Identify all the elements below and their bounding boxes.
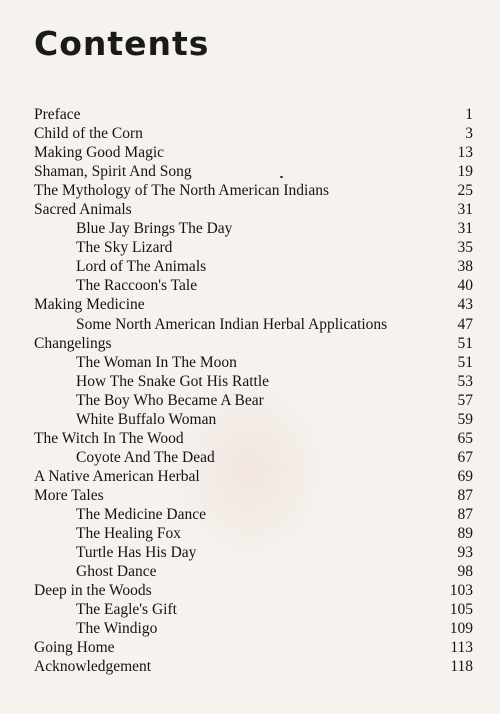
- toc-page-number: 35: [457, 239, 473, 257]
- toc-entry-title: Preface: [34, 106, 81, 123]
- toc-subentry: [0, 238, 500, 257]
- toc-subentry: [0, 410, 500, 429]
- toc-entry-title: The Medicine Dance: [76, 505, 206, 523]
- toc-subentry: [0, 448, 500, 467]
- toc-page-number: 40: [457, 277, 473, 295]
- toc-entry: [0, 334, 500, 353]
- toc-subentry: [0, 372, 500, 391]
- toc-entry-title: Sacred Animals: [34, 201, 132, 219]
- toc-entry: [0, 200, 500, 219]
- toc-page-number: 103: [449, 582, 473, 600]
- toc-page-number: 57: [457, 391, 473, 409]
- toc-entry-title: Shaman, Spirit And Song: [34, 163, 192, 181]
- toc-subentry: [0, 257, 500, 276]
- toc-page-number: 51: [457, 353, 473, 371]
- toc-page-number: 31: [457, 201, 473, 219]
- toc-page-number: 13: [457, 144, 473, 162]
- toc-entry-title: Blue Jay Brings The Day: [76, 220, 233, 238]
- toc-entry: [0, 162, 500, 181]
- toc-entry-title: Ghost Dance: [76, 563, 157, 581]
- toc-page-number: 105: [449, 601, 473, 619]
- toc-subentry: [0, 562, 500, 581]
- toc-entry-title: The Woman In The Moon: [76, 353, 237, 371]
- toc-entry: [0, 581, 500, 600]
- toc-page-number: 19: [457, 163, 473, 181]
- toc-subentry: [0, 543, 500, 562]
- toc-page-number: 31: [457, 220, 473, 238]
- toc-entry: [0, 429, 500, 448]
- toc-entry-title: Turtle Has His Day: [76, 544, 197, 562]
- toc-entry-title: Coyote And The Dead: [76, 448, 215, 466]
- toc-page-number: 47: [457, 315, 473, 333]
- toc-entry-title: Some North American Indian Herbal Applications: [76, 315, 388, 333]
- toc-subentry: [0, 505, 500, 524]
- toc-entry-title: The Sky Lizard: [76, 239, 173, 257]
- toc-subentry: [0, 524, 500, 543]
- toc-subentry: [0, 619, 500, 638]
- toc-page-number: 113: [450, 639, 473, 657]
- toc-page-number: 118: [450, 658, 473, 676]
- toc-page-number: 59: [457, 410, 473, 428]
- toc-entry: [0, 143, 500, 162]
- toc-subentry: [0, 353, 500, 372]
- toc-subentry: [0, 219, 500, 238]
- page-title: Contents: [34, 24, 210, 63]
- toc-page-number: 67: [457, 448, 473, 466]
- toc-page-number: 43: [457, 296, 473, 314]
- toc-page-number: 89: [457, 525, 473, 543]
- toc-entry: [0, 638, 500, 657]
- toc-page-number: 51: [457, 334, 473, 352]
- toc-page-number: 38: [457, 258, 473, 276]
- toc-entry-title: The Healing Fox: [76, 525, 182, 543]
- toc-page-number: 65: [457, 429, 473, 447]
- toc-page-number: 3: [465, 125, 473, 143]
- toc-entry-title: White Buffalo Woman: [76, 410, 217, 428]
- toc-entry-title: The Windigo: [76, 620, 158, 638]
- toc-entry-title: The Eagle's Gift: [76, 601, 177, 619]
- toc-page-number: 87: [457, 505, 473, 523]
- toc-page-number: 98: [457, 563, 473, 581]
- toc-page-number: 25: [457, 182, 473, 200]
- toc-page-number: 53: [457, 372, 473, 390]
- toc-page-number: 69: [457, 467, 473, 485]
- toc-entry-title: The Witch In The Wood: [34, 429, 184, 447]
- toc-subentry: [0, 315, 500, 334]
- toc-page-number: 1: [465, 106, 473, 123]
- toc-page-number: 93: [457, 544, 473, 562]
- toc-entry-title: The Mythology of The North American Indians: [34, 182, 330, 200]
- toc-entry-title: Acknowledgement: [34, 658, 152, 676]
- toc-entry: [0, 657, 500, 676]
- toc-entry-title: The Boy Who Became A Bear: [76, 391, 264, 409]
- toc-entry: [0, 486, 500, 505]
- toc-entry-title: The Raccoon's Tale: [76, 277, 198, 295]
- toc-entry: [0, 467, 500, 486]
- toc-entry-title: Lord of The Animals: [76, 258, 207, 276]
- toc-subentry: [0, 391, 500, 410]
- toc-page-number: 109: [449, 620, 473, 638]
- toc-entry: [0, 105, 500, 124]
- toc-entry-title: More Tales: [34, 486, 104, 504]
- toc-entry-title: Going Home: [34, 639, 115, 657]
- toc-subentry: [0, 276, 500, 295]
- toc-entry-title: Making Medicine: [34, 296, 145, 314]
- toc-entry-title: Deep in the Woods: [34, 582, 152, 600]
- toc-entry-title: A Native American Herbal: [34, 467, 200, 485]
- toc-entry-title: Changelings: [34, 334, 112, 352]
- table-of-contents: [0, 105, 500, 676]
- toc-entry-title: How The Snake Got His Rattle: [76, 372, 270, 390]
- toc-entry-title: Making Good Magic: [34, 144, 165, 162]
- toc-subentry: [0, 600, 500, 619]
- toc-entry: [0, 295, 500, 314]
- toc-entry-title: Child of the Corn: [34, 125, 143, 143]
- toc-entry: [0, 181, 500, 200]
- toc-page-number: 87: [457, 486, 473, 504]
- toc-entry: [0, 124, 500, 143]
